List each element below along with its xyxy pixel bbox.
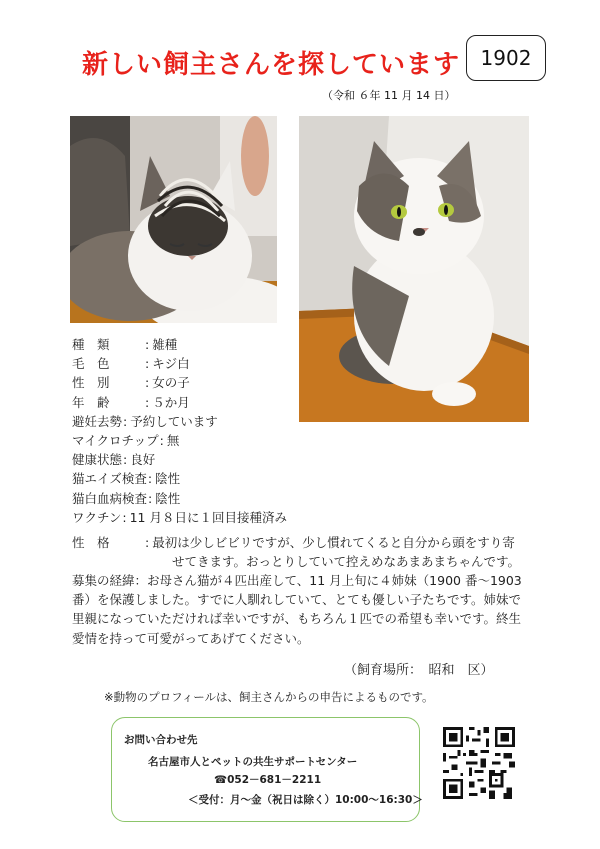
post-date: （令和 ６年 11 月 14 日） bbox=[322, 89, 456, 102]
profile-value: 陰性 bbox=[155, 490, 181, 506]
recruit-text: お母さん猫が４匹出産して、11 月上旬に４姉妹（1900 番～1903 番）を保護しました。すでに人馴れしていて、とても優しい子たちです。姉妹で里親になっていただければ幸いですが、もちろん１匹での希望も幸いです。終生愛情を持って可愛がってあげてください。 bbox=[72, 573, 522, 646]
contact-box bbox=[111, 717, 423, 822]
profile-row-felv: 猫白血病検査 : 陰性 bbox=[72, 489, 287, 508]
profile-label: 性 別 bbox=[72, 375, 110, 391]
personality-text-line2: せてきます。おっとりしていて控えめなあまあまちゃんです。 bbox=[172, 554, 521, 570]
personality-text-line1: 最初は少しビビリですが、少し慣れてくると自分から頭をすり寄 bbox=[152, 535, 515, 550]
cat-photo-ribbon bbox=[70, 116, 277, 323]
contact-org: 名古屋市人とペットの共生サポートセンター bbox=[148, 756, 358, 768]
location-label: （飼育場所： bbox=[344, 663, 416, 678]
id-number-badge bbox=[466, 35, 546, 81]
profile-label: 毛 色 bbox=[72, 356, 110, 372]
contact-phone: ☎052－681－2211 bbox=[214, 774, 322, 786]
profile-row-neuter: 避妊去勢 : 予約しています bbox=[72, 412, 287, 431]
id-number: 1902 bbox=[480, 46, 532, 70]
profile-label: 猫白血病検査 bbox=[72, 490, 148, 506]
profile-label: 避妊去勢 bbox=[72, 413, 123, 429]
location-value: 昭和 区） bbox=[428, 663, 494, 678]
profile-row-fiv: 猫エイズ検査 : 陰性 bbox=[72, 469, 287, 488]
profile-value: ５か月 bbox=[152, 394, 190, 410]
cat-photo-sitting bbox=[299, 116, 529, 422]
contact-title: お問い合わせ先 bbox=[124, 734, 198, 746]
profile-value: 良好 bbox=[130, 452, 156, 468]
personality-section: 性 格 : 最初は少しビビリですが、少し慣れてくると自分から頭をすり寄 せてきます。おっとりしていて控えめなあまあまちゃんです。 bbox=[72, 533, 532, 571]
profile-value: 予約しています bbox=[130, 413, 218, 429]
recruit-label: 募集の経緯 bbox=[72, 573, 135, 588]
profile-value: 無 bbox=[166, 433, 180, 449]
profile-value: 女の子 bbox=[152, 375, 190, 391]
profile-row-color: 毛 色 : キジ白 bbox=[72, 354, 287, 373]
profile-row-age: 年 齢 : ５か月 bbox=[72, 393, 287, 412]
location bbox=[344, 659, 494, 678]
qr-code-icon[interactable] bbox=[443, 727, 515, 799]
profile-details bbox=[72, 335, 287, 527]
profile-label: ワクチン bbox=[72, 509, 122, 525]
disclaimer-note: ※動物のプロフィールは、飼主さんからの申告によるものです。 bbox=[104, 690, 434, 704]
profile-label: 猫エイズ検査 bbox=[72, 471, 147, 487]
profile-label: マイクロチップ bbox=[72, 433, 159, 449]
profile-row-sex: 性 別 : 女の子 bbox=[72, 373, 287, 392]
page-title: 新しい飼主さんを探しています bbox=[82, 50, 461, 80]
personality-label: 性 格 bbox=[72, 535, 110, 550]
profile-label: 年 齢 bbox=[72, 394, 110, 410]
profile-row-breed: 種 類 : 雑種 bbox=[72, 335, 287, 354]
profile-value: 雑種 bbox=[152, 337, 178, 352]
profile-value: 11 月８日に１回目接種済み bbox=[129, 509, 287, 525]
profile-row-vaccine: ワクチン : 11 月８日に１回目接種済み bbox=[72, 508, 287, 527]
profile-row-health: 健康状態 : 良好 bbox=[72, 450, 287, 469]
profile-value: 陰性 bbox=[155, 471, 181, 487]
profile-label: 種 類 bbox=[72, 337, 110, 352]
profile-label: 健康状態 bbox=[72, 452, 123, 468]
profile-value: キジ白 bbox=[152, 356, 190, 372]
profile-row-microchip: マイクロチップ : 無 bbox=[72, 431, 287, 450]
recruit-section: 募集の経緯：お母さん猫が４匹出産して、11 月上旬に４姉妹（1900 番～1903 番）を保護しました。すでに人馴れしていて、とても優しい子たちです。姉妹で里親になっていただければ幸いですが、もちろん１匹での希望も幸いです。終生愛情を持って可愛がってあげてください。 bbox=[72, 573, 522, 646]
contact-hours: ＜受付：月～金（祝日は除く）10:00～16:30＞ bbox=[188, 794, 423, 806]
